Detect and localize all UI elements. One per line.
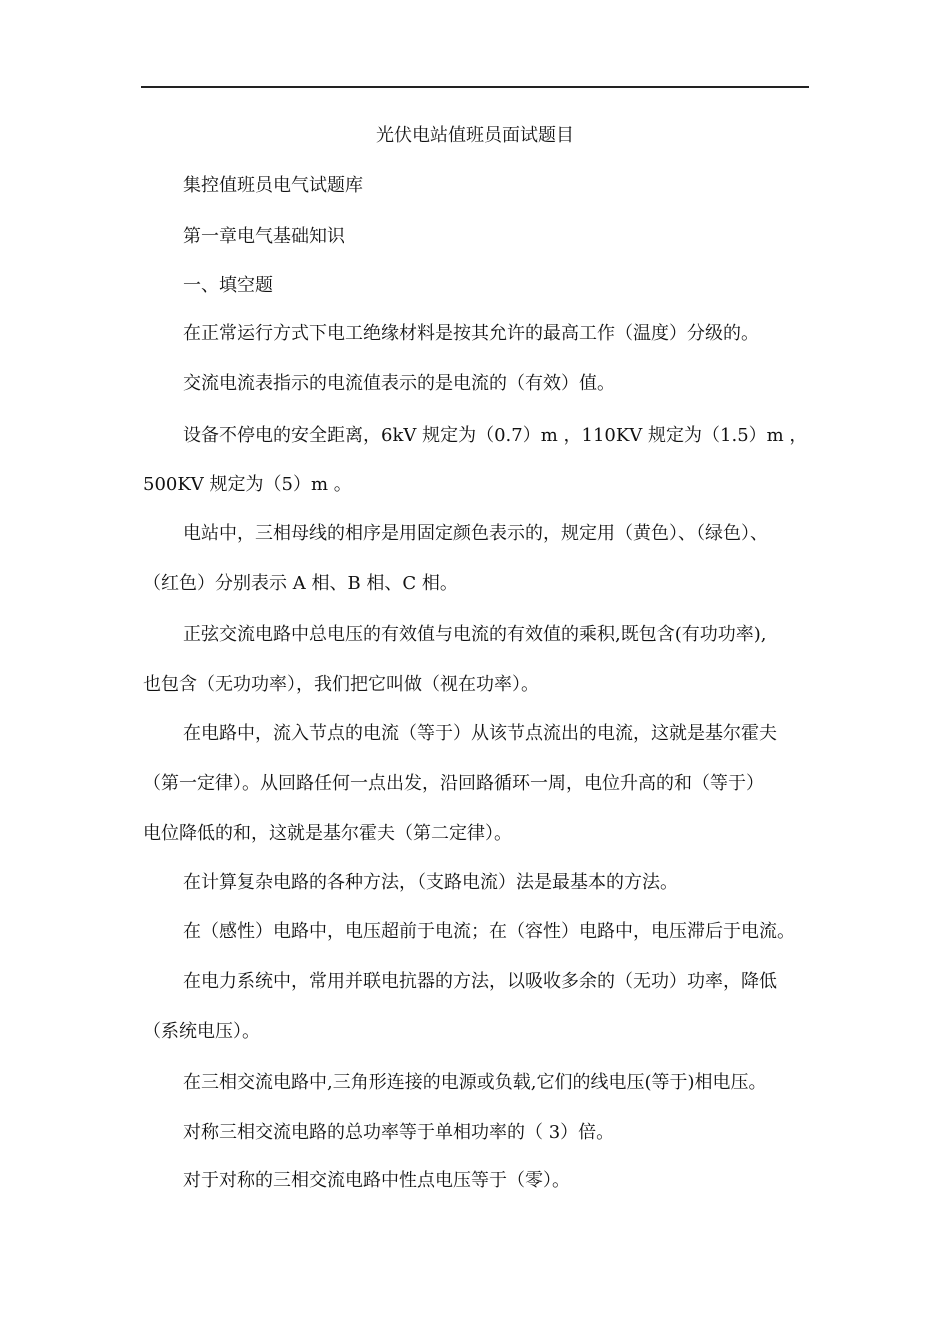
- document-subtitle: 集控值班员电气试题库: [183, 175, 363, 196]
- text-line: 在电力系统中，常用并联电抗器的方法，以吸收多余的（无功）功率，降低: [183, 971, 777, 992]
- text-line: 500KV 规定为（5）m 。: [143, 474, 352, 495]
- text-line: 在电路中，流入节点的电流（等于）从该节点流出的电流，这就是基尔霍夫: [183, 723, 777, 744]
- document-title: 光伏电站值班员面试题目: [376, 125, 574, 146]
- text-line: （第一定律）。从回路任何一点出发，沿回路循环一周，电位升高的和（等于）: [143, 773, 764, 794]
- text-line: 交流电流表指示的电流值表示的是电流的（有效）值。: [183, 373, 615, 394]
- text-line: 在（感性）电路中，电压超前于电流；在（容性）电路中，电压滞后于电流。: [183, 921, 795, 942]
- text-line: 对于对称的三相交流电路中性点电压等于（零）。: [183, 1170, 570, 1191]
- text-line: 电站中，三相母线的相序是用固定颜色表示的，规定用（黄色）、（绿色）、: [183, 523, 768, 544]
- text-line: 在三相交流电路中,三角形连接的电源或负载,它们的线电压(等于)相电压。: [183, 1072, 767, 1093]
- text-line: 也包含（无功功率），我们把它叫做（视在功率）。: [143, 674, 539, 695]
- text-line: （红色）分别表示 A 相、B 相、C 相。: [143, 573, 458, 594]
- section-heading: 一、填空题: [183, 275, 273, 296]
- text-line: 在正常运行方式下电工绝缘材料是按其允许的最高工作（温度）分级的。: [183, 323, 759, 344]
- text-line: 电位降低的和，这就是基尔霍夫（第二定律）。: [143, 823, 512, 844]
- header-rule: [141, 86, 809, 88]
- text-line: 设备不停电的安全距离，6kV 规定为（0.7）m ，110KV 规定为（1.5）m ，: [183, 425, 808, 446]
- text-line: 在计算复杂电路的各种方法，（支路电流）法是最基本的方法。: [183, 872, 678, 893]
- text-line: 对称三相交流电路的总功率等于单相功率的（ 3）倍。: [183, 1122, 615, 1143]
- text-line: （系统电压）。: [143, 1021, 260, 1042]
- text-line: 正弦交流电路中总电压的有效值与电流的有效值的乘积,既包含(有功功率),: [183, 624, 767, 645]
- chapter-heading: 第一章电气基础知识: [183, 226, 345, 247]
